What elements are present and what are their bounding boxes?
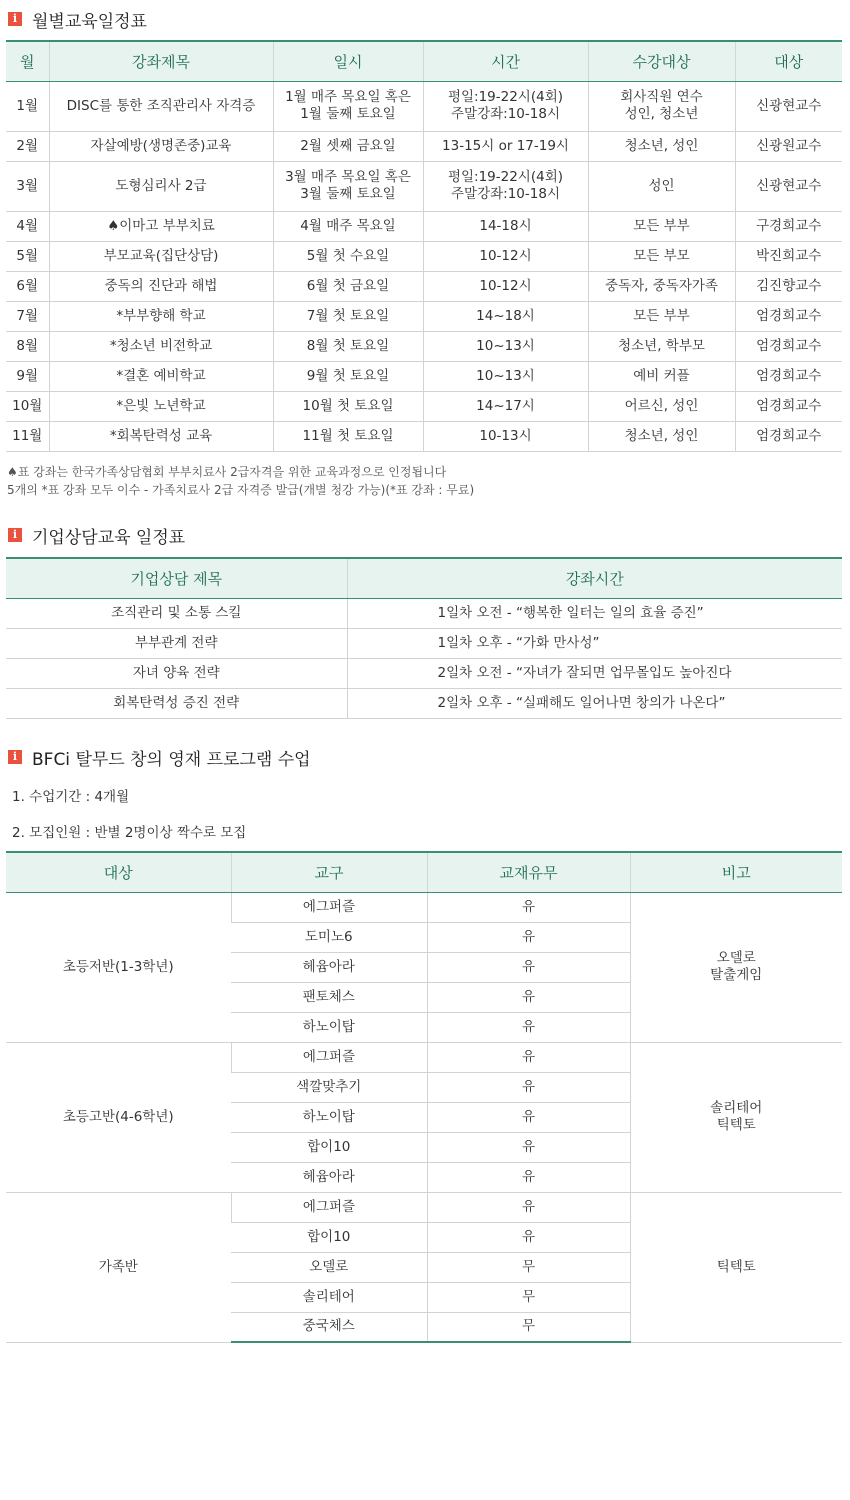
lecturer-cell: 김진향교수 [735,271,842,301]
month-cell: 8월 [6,331,49,361]
textbook-cell: 유 [427,1012,630,1042]
note-line: 5개의 *표 강좌 모두 이수 - 가족치료사 2급 자격증 발급(개별 청강 가능)(*표 강좌 : 무료) [7,483,475,497]
audience-cell [588,81,735,131]
table-row [6,628,842,658]
month-cell: 11월 [6,421,49,451]
audience-cell-line: 예비 커플 [633,367,690,384]
audience-cell [588,241,735,271]
date-cell-line: 3월 매주 목요일 혹은 [285,169,411,185]
section-title-corporate: i 기업상담교육 일정표 [8,524,185,546]
date-cell [273,421,423,451]
title-cell: 중독의 진단과 해법 [49,271,273,301]
audience-cell [588,271,735,301]
date-cell [273,241,423,271]
date-cell [273,131,423,161]
month-cell: 2월 [6,131,49,161]
table-row [6,211,842,241]
time-cell-line: 평일:19-22시(4회) [447,89,564,105]
time-cell-line: 10~13시 [476,337,535,354]
header-remark: 비고 [630,852,842,892]
remark-cell [630,1042,842,1192]
header-target: 대상 [6,852,231,892]
audience-cell [588,361,735,391]
subject-cell: 부부관계 전략 [6,628,347,658]
title-cell: *부부향해 학교 [49,301,273,331]
time-cell [423,361,588,391]
tool-cell: 헤윰아라 [231,1162,427,1192]
tool-cell: 색깔맞추기 [231,1072,427,1102]
lecture-time-cell: 1일차 오후 - “가화 만사성” [347,628,842,658]
lecture-time-cell: 1일차 오전 - “행복한 일터는 일의 효율 증진” [347,598,842,628]
time-cell [423,271,588,301]
date-cell-line: 2월 셋째 금요일 [300,137,396,154]
date-cell [273,161,423,211]
date-cell-line: 10월 첫 토요일 [302,397,394,414]
remark-cell-line: 틱텍토 [716,1117,756,1133]
date-cell [273,361,423,391]
table-row [6,81,842,131]
tool-cell: 에그퍼즐 [231,1192,427,1222]
time-cell-line: 14~17시 [476,397,535,414]
remark-cell [630,1192,842,1342]
time-cell-line: 주말강좌:10-18시 [451,106,560,122]
date-cell-line: 3월 둘째 토요일 [300,186,396,202]
time-cell [423,331,588,361]
date-cell-line: 1월 매주 목요일 혹은 [285,89,411,105]
table-row [6,658,842,688]
info-icon: i [8,528,22,542]
section-title-monthly: i 월별교육일정표 [8,8,147,30]
table-row [6,1042,842,1072]
remark-cell-line: 솔리테어 [710,1100,763,1116]
header-audience: 수강대상 [588,41,735,81]
table-row [6,301,842,331]
table-row [6,391,842,421]
audience-cell-line: 성인, 청소년 [624,106,699,122]
lecturer-cell: 박진희교수 [735,241,842,271]
lecturer-cell: 엄경희교수 [735,331,842,361]
textbook-cell: 무 [427,1312,630,1342]
time-cell [423,131,588,161]
tool-cell: 하노이탑 [231,1102,427,1132]
info-icon: i [8,12,22,26]
title-cell: 부모교육(집단상담) [49,241,273,271]
header-textbook: 교재유무 [427,852,630,892]
target-cell: 초등저반(1-3학년) [6,892,231,1042]
recruit-info: 2. 모집인원 : 반별 2명이상 짝수로 모집 [12,825,247,841]
time-cell-line: 평일:19-22시(4회) [447,169,564,185]
remark-cell-line: 오델로 [716,950,756,966]
time-cell [423,161,588,211]
header-subject: 기업상담 제목 [6,558,347,598]
month-cell: 6월 [6,271,49,301]
textbook-cell: 유 [427,952,630,982]
date-cell [273,271,423,301]
textbook-cell: 유 [427,982,630,1012]
period-info: 1. 수업기간 : 4개월 [12,789,130,805]
textbook-cell: 유 [427,892,630,922]
month-cell: 10월 [6,391,49,421]
notes [7,463,474,499]
tool-cell: 합이10 [231,1222,427,1252]
date-cell-line: 9월 첫 토요일 [306,367,390,384]
time-cell-line: 10-12시 [479,247,532,264]
audience-cell-line: 중독자, 중독자가족 [605,277,718,294]
target-cell: 가족반 [6,1192,231,1342]
tool-cell: 중국체스 [231,1312,427,1342]
title-cell: *결혼 예비학교 [49,361,273,391]
header-lecture-time: 강좌시간 [347,558,842,598]
table-row [6,131,842,161]
header-time: 시간 [423,41,588,81]
textbook-cell: 무 [427,1282,630,1312]
audience-cell-line: 어르신, 성인 [624,397,699,414]
remark-cell [630,892,842,1042]
time-cell [423,241,588,271]
table-row [6,688,842,718]
header-month: 월 [6,41,49,81]
remark-cell-line: 틱텍토 [716,1258,756,1275]
time-cell-line: 14-18시 [479,217,532,234]
lecturer-cell: 엄경희교수 [735,391,842,421]
time-cell [423,421,588,451]
audience-cell [588,211,735,241]
time-cell [423,301,588,331]
title-cell: DISC를 통한 조직관리사 자격증 [49,81,273,131]
month-cell: 1월 [6,81,49,131]
time-cell [423,211,588,241]
textbook-cell: 유 [427,1192,630,1222]
lecturer-cell: 구경희교수 [735,211,842,241]
time-cell-line: 10~13시 [476,367,535,384]
audience-cell [588,161,735,211]
tool-cell: 하노이탑 [231,1012,427,1042]
subject-cell: 조직관리 및 소통 스킬 [6,598,347,628]
table-row [6,331,842,361]
date-cell-line: 1월 둘째 토요일 [300,106,396,122]
date-cell-line: 6월 첫 금요일 [306,277,390,294]
audience-cell-line: 회사직원 연수 [620,89,703,105]
textbook-cell: 유 [427,1072,630,1102]
date-cell-line: 5월 첫 수요일 [306,247,390,264]
audience-cell [588,421,735,451]
textbook-cell: 무 [427,1252,630,1282]
audience-cell-line: 모든 부모 [633,247,690,264]
textbook-cell: 유 [427,1132,630,1162]
note-line: ♠표 강좌는 한국가족상담협회 부부치료사 2급자격을 위한 교육과정으로 인정됩니다 [7,465,447,479]
textbook-cell: 유 [427,1102,630,1132]
lecturer-cell: 신광현교수 [735,161,842,211]
header-date: 일시 [273,41,423,81]
lecturer-cell: 신광원교수 [735,131,842,161]
audience-cell-line: 성인 [648,177,675,194]
table-row [6,421,842,451]
header-lecturer: 대상 [735,41,842,81]
lecturer-cell: 엄경희교수 [735,361,842,391]
table-row [6,161,842,211]
audience-cell [588,131,735,161]
time-cell-line: 14~18시 [476,307,535,324]
audience-cell-line: 청소년, 학부모 [618,337,705,354]
title-cell: *회복탄력성 교육 [49,421,273,451]
bfci-program-table [6,851,842,1343]
tool-cell: 합이10 [231,1132,427,1162]
table-row [6,361,842,391]
textbook-cell: 유 [427,1222,630,1252]
time-cell-line: 10-12시 [479,277,532,294]
audience-cell-line: 모든 부부 [633,307,690,324]
month-cell: 7월 [6,301,49,331]
date-cell-line: 11월 첫 토요일 [302,427,394,444]
title-cell: *은빛 노년학교 [49,391,273,421]
title-cell: ♠이마고 부부치료 [49,211,273,241]
time-cell-line: 10-13시 [479,427,532,444]
table-row [6,271,842,301]
section-title-bfci: i BFCi 탈무드 창의 영재 프로그램 수업 [8,746,311,768]
time-cell-line: 13-15시 or 17-19시 [442,137,569,154]
month-cell: 4월 [6,211,49,241]
lecture-time-cell: 2일차 오후 - “실패해도 일어나면 창의가 나온다” [347,688,842,718]
tool-cell: 솔리테어 [231,1282,427,1312]
date-cell [273,81,423,131]
title-cell: 도형심리사 2급 [49,161,273,211]
table-row [6,892,842,922]
info-icon: i [8,750,22,764]
lecturer-cell: 엄경희교수 [735,301,842,331]
month-cell: 9월 [6,361,49,391]
corporate-schedule-table [6,557,842,719]
remark-cell-line: 탈출게임 [710,967,763,983]
tool-cell: 도미노6 [231,922,427,952]
date-cell [273,391,423,421]
table-row [6,598,842,628]
header-title: 강좌제목 [49,41,273,81]
audience-cell [588,391,735,421]
textbook-cell: 유 [427,922,630,952]
date-cell [273,211,423,241]
table-row [6,241,842,271]
monthly-schedule-table [6,40,842,452]
lecture-time-cell: 2일차 오전 - “자녀가 잘되면 업무몰입도 높아진다 [347,658,842,688]
textbook-cell: 유 [427,1042,630,1072]
date-cell-line: 4월 매주 목요일 [300,217,396,234]
lecturer-cell: 신광현교수 [735,81,842,131]
tool-cell: 에그퍼즐 [231,892,427,922]
month-cell: 3월 [6,161,49,211]
time-cell [423,81,588,131]
subject-cell: 회복탄력성 증진 전략 [6,688,347,718]
tool-cell: 헤윰아라 [231,952,427,982]
title-cell: 자살예방(생명존중)교육 [49,131,273,161]
tool-cell: 오델로 [231,1252,427,1282]
date-cell [273,301,423,331]
target-cell: 초등고반(4-6학년) [6,1042,231,1192]
audience-cell [588,331,735,361]
date-cell [273,331,423,361]
subject-cell: 자녀 양육 전략 [6,658,347,688]
textbook-cell: 유 [427,1162,630,1192]
audience-cell-line: 모든 부부 [633,217,690,234]
audience-cell-line: 청소년, 성인 [624,427,699,444]
header-tool: 교구 [231,852,427,892]
date-cell-line: 7월 첫 토요일 [306,307,390,324]
tool-cell: 에그퍼즐 [231,1042,427,1072]
audience-cell-line: 청소년, 성인 [624,137,699,154]
date-cell-line: 8월 첫 토요일 [306,337,390,354]
title-cell: *청소년 비전학교 [49,331,273,361]
month-cell: 5월 [6,241,49,271]
time-cell-line: 주말강좌:10-18시 [451,186,560,202]
lecturer-cell: 엄경희교수 [735,421,842,451]
tool-cell: 팬토체스 [231,982,427,1012]
audience-cell [588,301,735,331]
time-cell [423,391,588,421]
table-row [6,1192,842,1222]
